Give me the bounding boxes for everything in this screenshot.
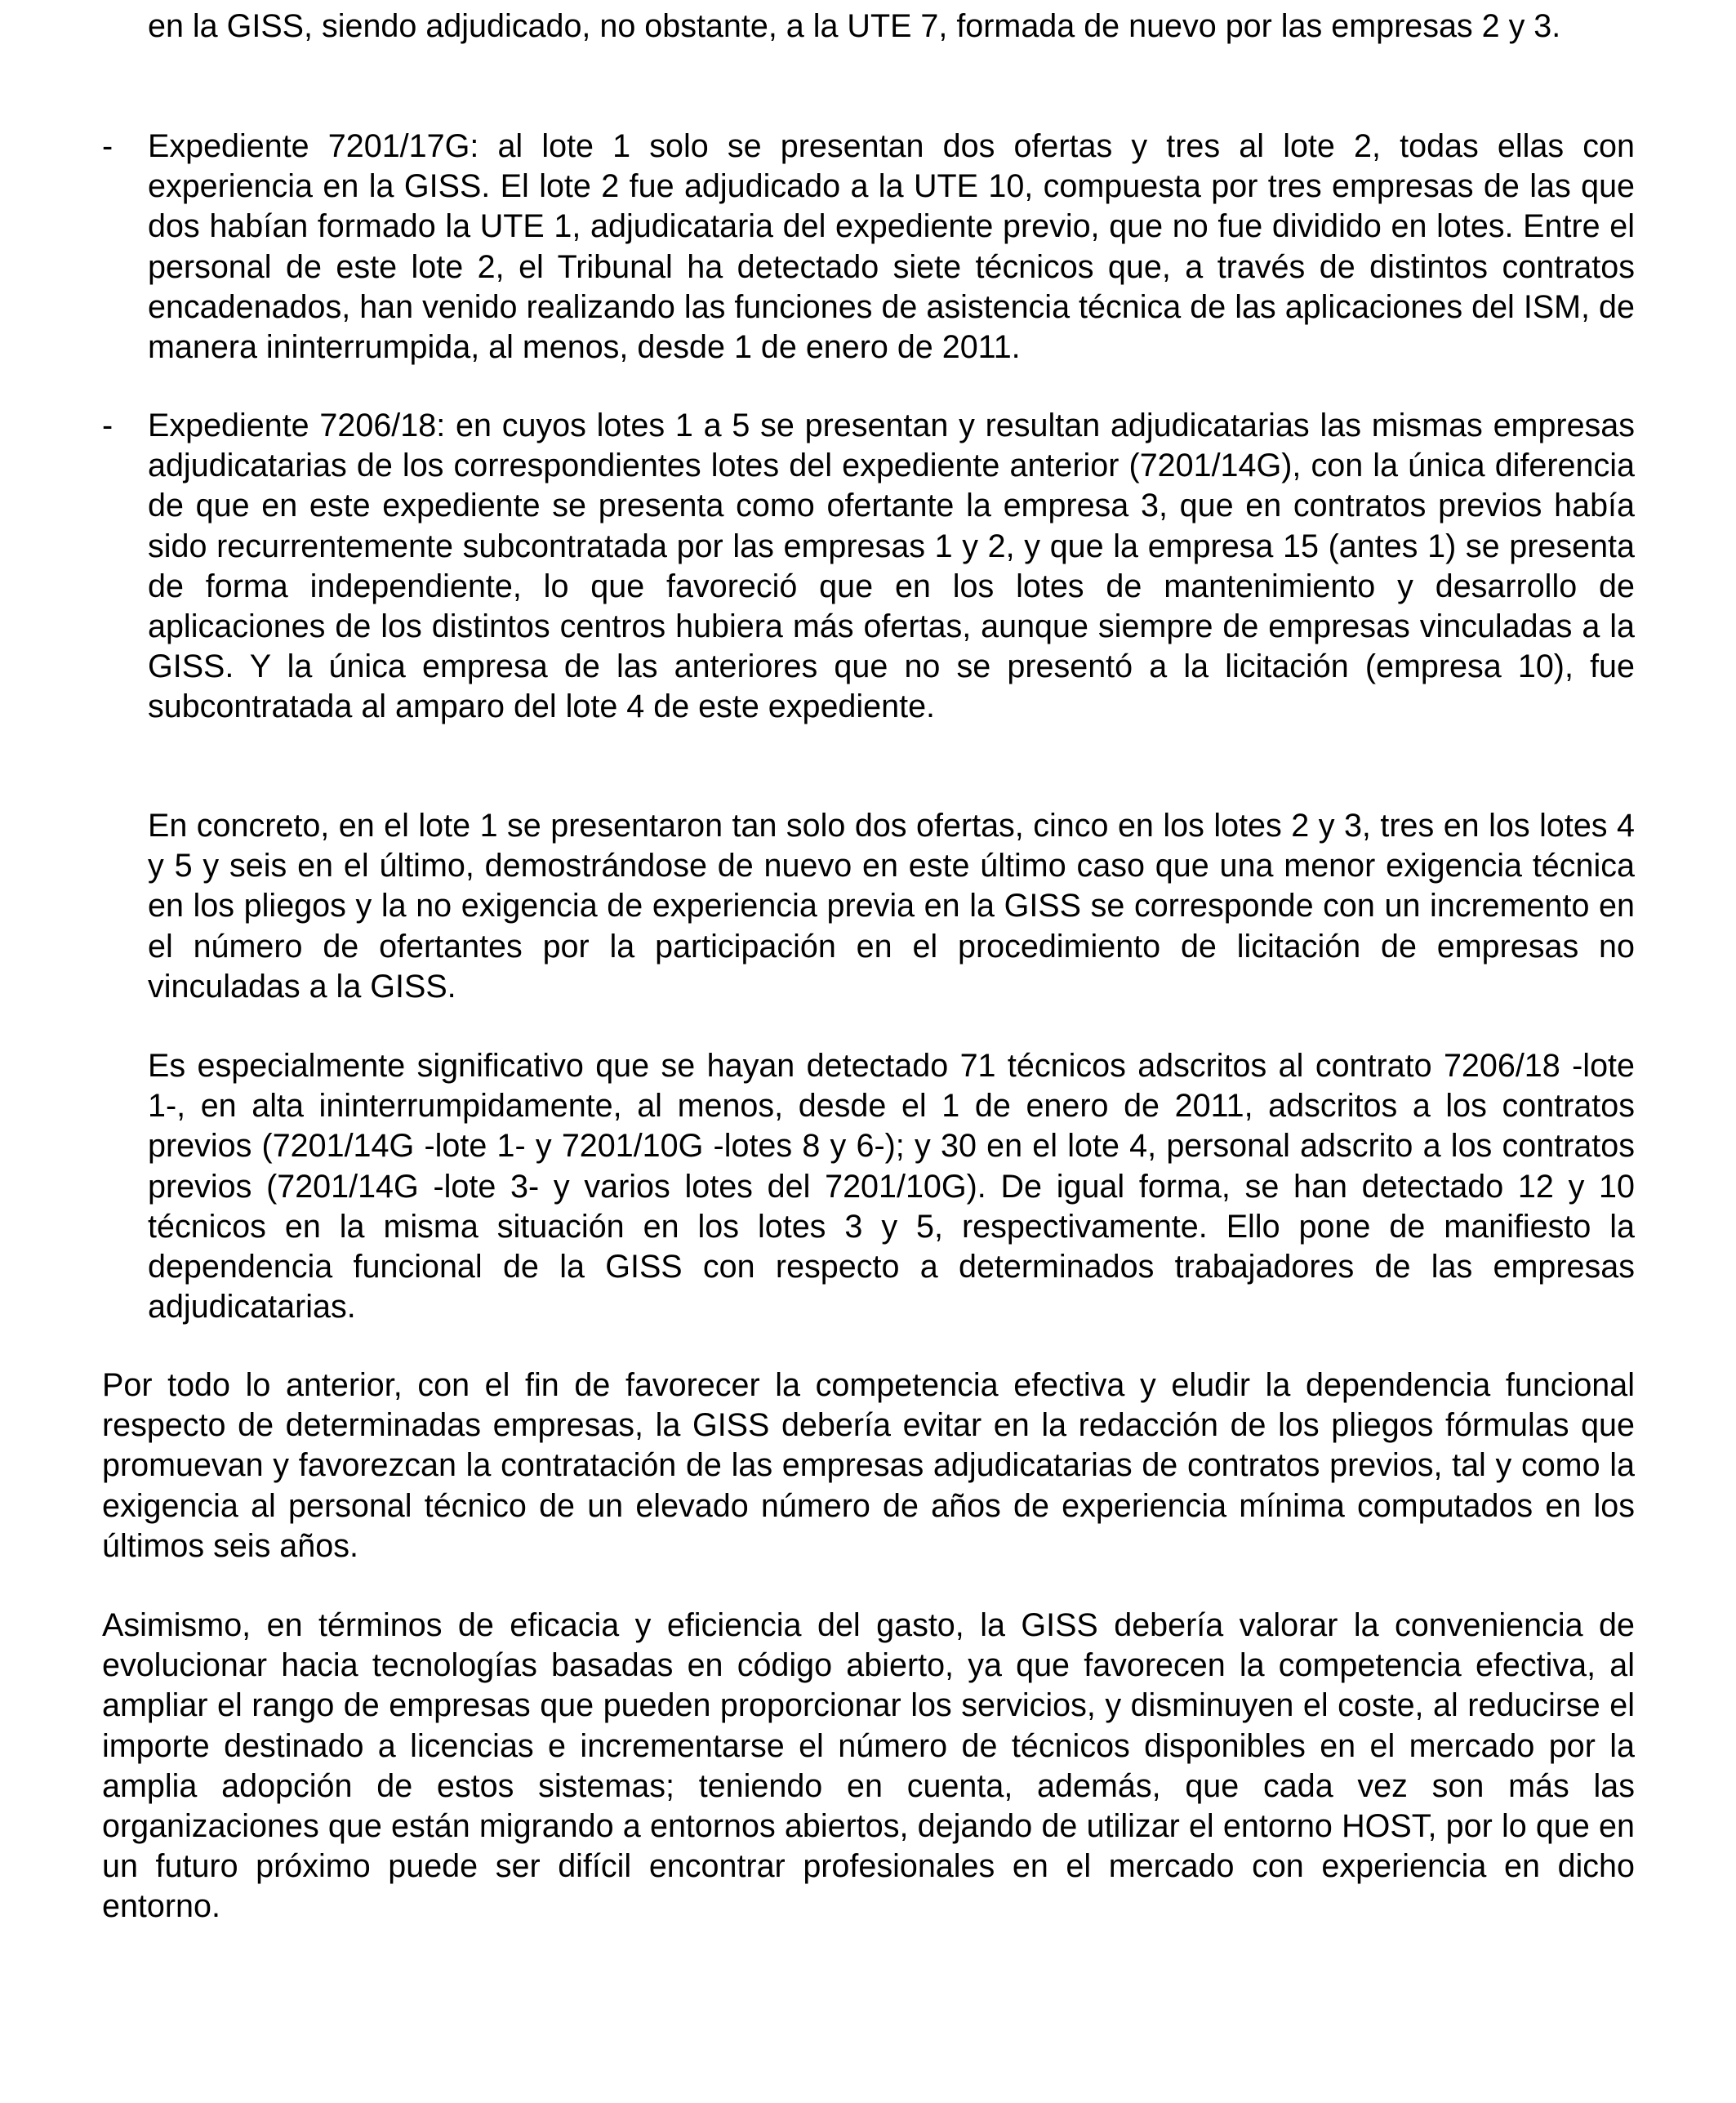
paragraph-conclusion: Por todo lo anterior, con el fin de favorecer la competencia efectiva y eludir la dependencia funcional respecto de determinadas empresas, la GISS debería evitar en la redacción de los pliegos fórmulas que promuevan y favorezcan la contratación de las empresas adjudicatarias de contratos previos, tal y como la exigencia al personal técnico de un elevado número de años de experiencia mínima computados en los últimos seis años. [102,1367,1635,1564]
paragraph-indented-tecnicos: Es especialmente significativo que se hayan detectado 71 técnicos adscritos al contrato 7206/18 -lote 1-, en alta ininterrumpidamente, al menos, desde el 1 de enero de 2011, adscritos a los contratos previos (7201/14G -lote 1- y 7201/10G -lotes 8 y 6-); y 30 en el lote 4, personal adscrito a los contratos previos (7201/14G -lote 3- y varios lotes del 7201/10G). De igual forma, se han detectado 12 y 10 técnicos en la misma situación en los lotes 3 y 5, respectivamente. Ello pone de manifiesto la dependencia funcional de la GISS con respecto a determinados trabajadores de las empresas adjudicatarias. [148,1048,1635,1326]
bullet-dash: - [102,408,114,443]
bullet-item-expediente-7201-17g [102,127,1635,368]
paragraph-indented-lotes: En concreto, en el lote 1 se presentaron tan solo dos ofertas, cinco en los lotes 2 y 3, tres en los lotes 4 y 5 y seis en el último, demostrándose de nuevo en este último caso que una menor exigencia técnica en los pliegos y la no exigencia de experiencia previa en la GISS se corresponde con un incremento en el número de ofertantes por la participación en el procedimiento de licitación de empresas no vinculadas a la GISS. [148,808,1635,1005]
bullet-item-expediente-7206-18 [102,406,1635,728]
bullet-text: Expediente 7201/17G: al lote 1 solo se presentan dos ofertas y tres al lote 2, todas ellas con experiencia en la GISS. El lote 2 fue adjudicado a la UTE 10, compuesta por tres empresas de las que dos habían formado la UTE 1, adjudicataria del expediente previo, que no fue dividido en lotes. Entre el personal de este lote 2, el Tribunal ha detectado siete técnicos que, a través de distintos contratos encadenados, han venido realizando las funciones de asistencia técnica de las aplicaciones del ISM, de manera ininterrumpida, al menos, desde 1 de enero de 2011. [148,128,1635,366]
paragraph-recommendation: Asimismo, en términos de eficacia y eficiencia del gasto, la GISS debería valorar la conveniencia de evolucionar hacia tecnologías basadas en código abierto, ya que favorecen la competencia efectiva, al ampliar el rango de empresas que pueden proporcionar los servicios, y disminuyen el coste, al reducirse el importe destinado a licencias e incrementarse el número de técnicos disponibles en el mercado por la amplia adopción de estos sistemas; teniendo en cuenta, además, que cada vez son más las organizaciones que están migrando a entornos abiertos, dejando de utilizar el entorno HOST, por lo que en un futuro próximo puede ser difícil encontrar profesionales en el mercado con experiencia en dicho entorno. [102,1607,1635,1925]
document-page [102,0,1635,2103]
bullet-dash: - [102,128,114,164]
paragraph-continuation: en la GISS, siendo adjudicado, no obstante, a la UTE 7, formada de nuevo por las empresas 2 y 3. [148,8,1561,44]
bullet-text: Expediente 7206/18: en cuyos lotes 1 a 5 se presentan y resultan adjudicatarias las mismas empresas adjudicatarias de los correspondientes lotes del expediente anterior (7201/14G), con la única diferencia de que en este expediente se presenta como ofertante la empresa 3, que en contratos previos había sido recurrentemente subcontratada por las empresas 1 y 2, y que la empresa 15 (antes 1) se presenta de forma independiente, lo que favoreció que en los lotes de mantenimiento y desarrollo de aplicaciones de los distintos centros hubiera más ofertas, aunque siempre de empresas vinculadas a la GISS. Y la única empresa de las anteriores que no se presentó a la licitación (empresa 10), fue subcontratada al amparo del lote 4 de este expediente. [148,408,1635,725]
